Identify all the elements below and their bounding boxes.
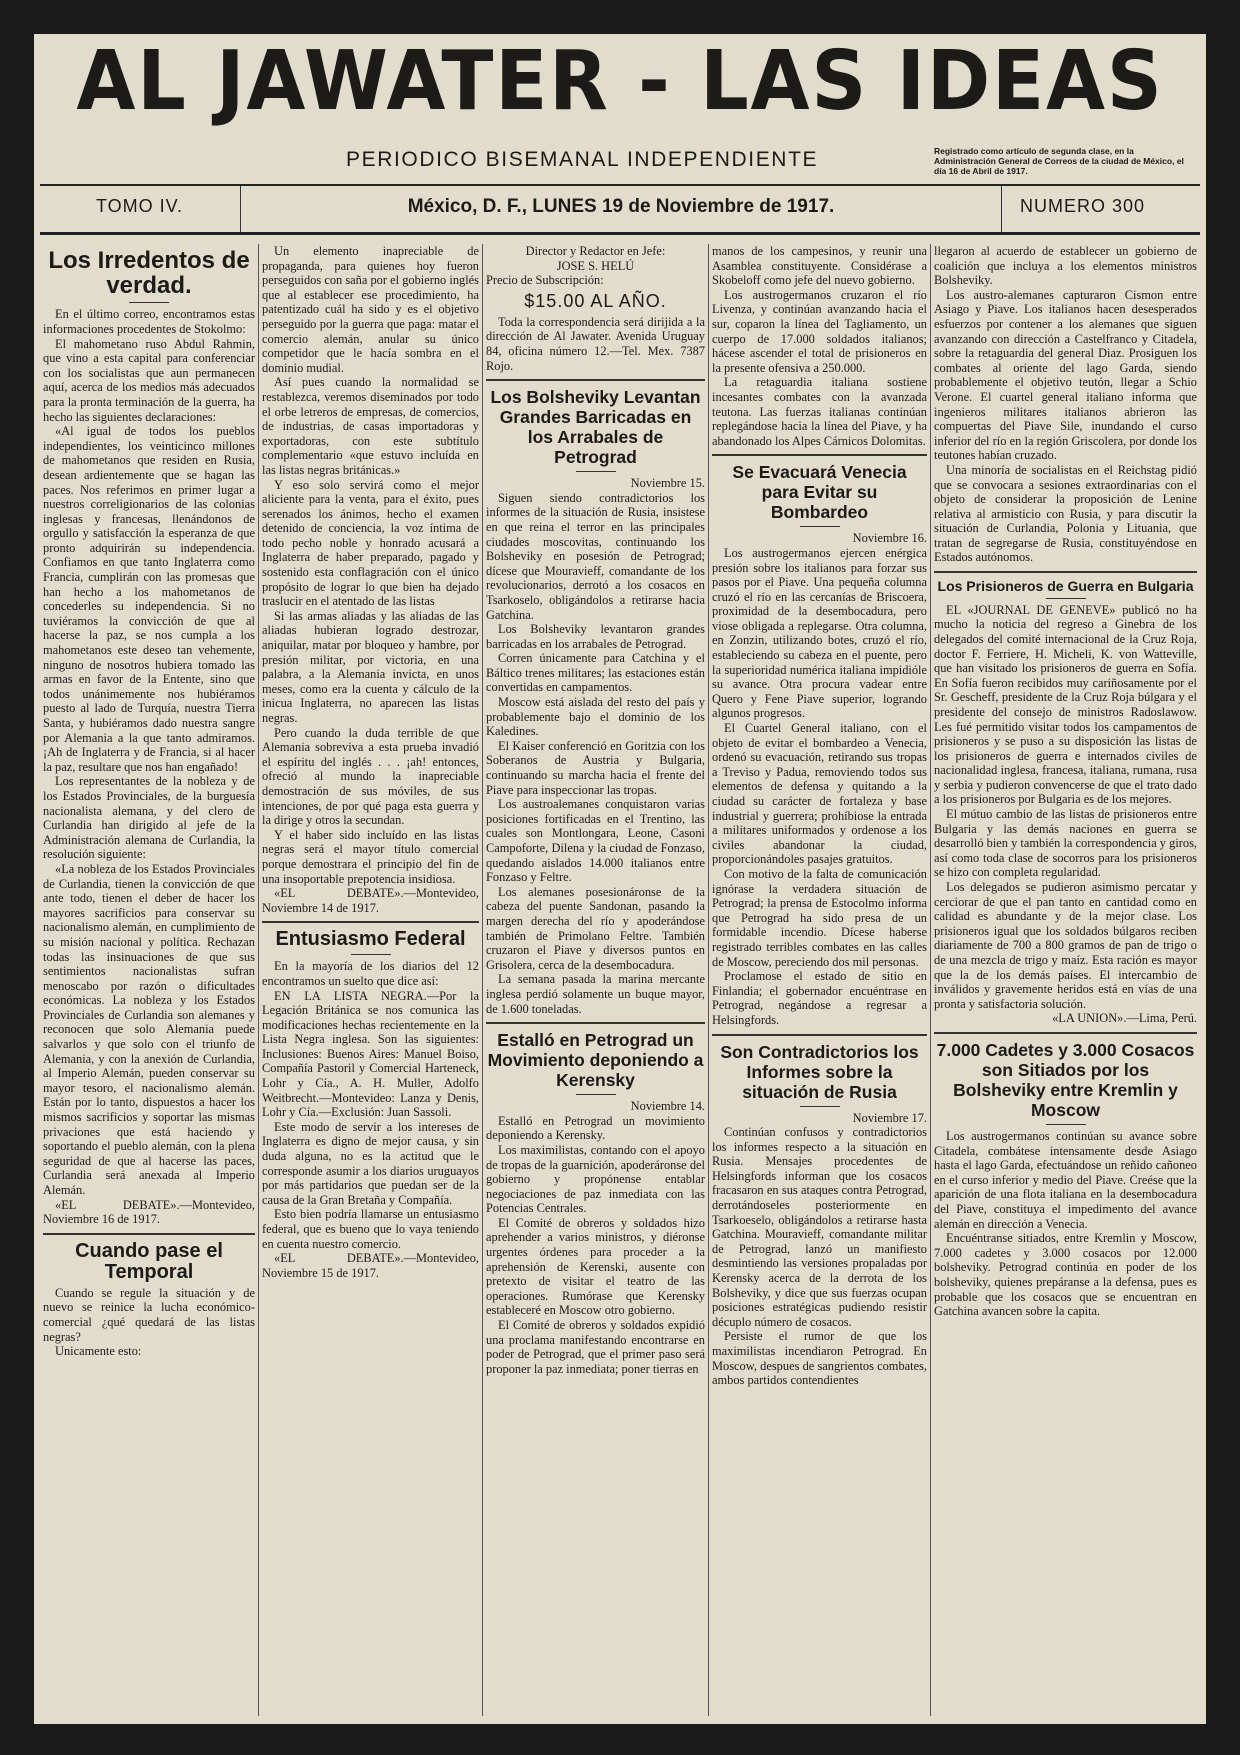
divider [262, 921, 479, 923]
divider [351, 954, 391, 955]
paragraph: Este modo de servir a los intereses de Inglaterra es digno de mejor causa, y sin duda alguna, no es la actitud que le corresponde asumir a los diarios uruguayos por más partidarios que puedan ser de la causa de la Gran Bretaña y Compañía. [262, 1119, 479, 1207]
paragraph: En la mayoría de los diarios del 12 encontramos un suelto que dice así: [262, 959, 479, 988]
volume-label: TOMO IV. [96, 196, 184, 216]
source-credit: «EL DEBATE».—Montevideo, Noviembre 14 de 1917. [262, 886, 479, 915]
paragraph: Los austro-alemanes capturaron Cismon entre Asiago y Piave. Los italianos hacen desesperados esfuerzos por contener a los alemanes que siguen avanzando con dirección a Castelfranco y Citadela, sobre la retaguardia del general Diaz. Prosiguen los combates al oriente del lago Garda, siendo probablemente el objetivo teutón, llegar a Schio Verone. El cuartel general italiano informa que ingenieros militares italianos abrieron las compuertas del Piave Sile, inundando el curso inferior del río en la región Griscolera, por donde los teutones habían cruzado. [934, 287, 1197, 463]
headline-venecia: Se Evacuará Venecia para Evitar su Bombardeo [732, 462, 907, 523]
paragraph: Los alemanes posesionáronse de la cabeza del puente Sandonan, pasando la margen derecha del río y apoderándose también de Primolano Feltre. También cruzaron el Piave y diversos puntos en Grisolera, cerca de la desembocadura. [486, 884, 705, 972]
issue-date: México, D. F., LUNES 19 de Noviembre de 1917. [407, 196, 835, 217]
headline-cadetes: 7.000 Cadetes y 3.000 Cosacos son Sitiados por los Bolsheviky entre Kremlin y Moscow [936, 1039, 1195, 1120]
divider [486, 379, 705, 381]
divider [800, 1106, 840, 1107]
divider [934, 1032, 1197, 1034]
paragraph: Los delegados se pudieron asimismo percatar y cerciorar de que el pan tanto en cantidad como en calidad es abundante y de la mejor clase. Los prisioneros igual que los soldados búlgaros reciben diariamente de 700 a 800 gramos de pan de trigo o de una mezcla de trigo y maíz. Esta ración es mayor que la de los demás países. El intercambio de inválidos y gravemente heridos está en vías de una pronta y satisfactoria solución. [934, 880, 1197, 1011]
paragraph: El mútuo cambio de las listas de prisioneros entre Bulgaria y las demás naciones en guerra se desarrolló bien y también la correspondencia y giros, así como toda clase de socorros para los prisioneros se hizo con completa regularidad. [934, 807, 1197, 880]
paragraph: Con motivo de la falta de comunicación ignórase la verdadera situación de Petrograd; la prensa de Estocolmo informa que Petrograd ha sido presa de un formidable incendio. Dícese haberse registrado terribles combates en las calles de Moscow, pereciendo dos mil personas. [712, 866, 927, 969]
paragraph: Los austrogermanos cruzaron el río Livenza, y continúan avanzando hacia el sur, coparon la línea del Tagliamento, un cuerpo de 17.000 soldados italianos; hácese ascender el total de prisioneros en la presente ofensiva a 250.000. [712, 287, 927, 375]
paragraph: Proclamose el estado de sitio en Finlandia; el gobernador encuéntrase en Petrograd, negándose a regresar a Helsingfords. [712, 969, 927, 1027]
paragraph: «Al igual de todos los pueblos independientes, los veinticinco millones de mahometanos que residen en Rusia, desean ardientemente que se hagan las paces. Nos referimos en primer lugar a nuestros correligionarios de las colonias inglesas y francesas, llenándonos de orgullo y satisfacción la esperanza de que pronto adquirirán su independencia. Confiamos en que tanto Inglaterra como Francia, cumplirán con las promesas que han hecho a los mahometanos de concederles su independencia. Si no tuviéramos la convicción de que al hacerse la paz, se nos cumpla a los mahometanos este deseo tan vehemente, ninguno de nosotros hubiera tomado las armas en favor de la Entente, sino que todos unánimemente nos hubiéramos puesto al lado de Turquía, nuestra Tierra Santa, y hubiéramos dado nuestra sangre por Alemania a la que tanto admiramos. ¡Ah de Inglaterra y de Francia, si al hacer la paz, resultare que nos han engañado! [43, 424, 255, 774]
newspaper-title: AL JAWATER - LAS IDEAS [76, 34, 1164, 129]
paragraph: La retaguardia italiana sostiene incesantes combates con la avanzada teutona. Las fuerzas italianas continúan replegándose hacia la línea del Piave, y ha abandonado los Alpes Cárnicos Dolomitas. [712, 375, 927, 448]
paragraph: Siguen siendo contradictorios los informes de la situación de Rusia, insistese en que reina el terror en las principales ciudades moscovitas, continuando los Bolsheviky en posesión de Petrograd; dícese que Mouravieff, comandante de los revolucionarios, derrotó a los cosacos en Tsarkoselo, obligándolos a retirarse hacia Gatchina. [486, 490, 705, 622]
divider [712, 1034, 927, 1036]
headline-prisioneros: Los Prisioneros de Guerra en Bulgaria [937, 578, 1194, 595]
paragraph: Encuéntranse sitiados, entre Kremlin y Moscow, 7.000 cadetes y 3.000 cosacos por 12.000 bolsheviky. Petrograd continúa en poder de los bolsheviky, quienes prepáranse a la defensa, pues es probable que los cosacos que se encuentran en Gatchina avancen sobre la capita. [934, 1231, 1197, 1319]
paragraph: Esto bien podría llamarse un entusiasmo federal, que es bueno que lo vaya teniendo en cuenta nuestro comercio. [262, 1207, 479, 1251]
paragraph: La semana pasada la marina mercante inglesa perdió solamente un buque mayor, de 1.600 toneladas. [486, 972, 705, 1016]
headline-contradictorios: Son Contradictorios los Informes sobre la situación de Rusia [720, 1041, 919, 1102]
dateline: Noviembre 17. [852, 1110, 927, 1125]
paragraph: llegaron al acuerdo de establecer un gobierno de coalición que incluya a los elementos ministros Bolsheviky. [934, 244, 1197, 288]
divider [486, 1022, 705, 1024]
headline-kerensky: Estalló en Petrograd un Movimiento deponiendo a Kerensky [487, 1030, 704, 1091]
paragraph: Los Bolsheviky levantaron grandes barricadas en los arrabales de Petrograd. [486, 622, 705, 651]
paragraph: Cuando se regule la situación y de nuevo se reinice la lucha económico-comercial ¿qué quedará de las listas negras? [43, 1285, 255, 1344]
paragraph: Los austroalemanes conquistaron varias posiciones fortificadas en el Trentino, las cuales son Montlongara, Leone, Casoni Campoforte, Dilena y la ciudad de Fonzaso, quedando aislados 14.000 italianos entre Fonzaso y Feltre. [486, 797, 705, 885]
paragraph: El Comité de obreros y soldados expidió una proclama manifestando encontrarse en poder de Petrograd, que el primer paso será proponer la paz inmediata; poner tierras en [486, 1318, 705, 1376]
paragraph: Una minoría de socialistas en el Reichstag pidió que se convocara a sesiones extraordinarias con el objeto de considerar la proposición de Lenine relativa al armisticio con Rusia, y para discutir la situación de Curlandia, Polonia y Lituania, que tratan de segregarse de Rusia, constituyéndose en Estados autónomos. [934, 462, 1197, 565]
dateline: Noviembre 14. [630, 1099, 705, 1114]
source-credit: «EL DEBATE».—Montevideo, Noviembre 16 de 1917. [43, 1197, 255, 1227]
paragraph: Y eso solo servirá como el mejor aliciente para la venta, para el éxito, pues serenados los ánimos, hecho el examen detenido de conciencia, la voz íntima de todo pecho noble y honrado acusará a Inglaterra de haber preparado, pagado y sostenido esta conflagración con el único propósito de lograr lo que bien ha dejado traslucir en el atentado de las listas [262, 477, 479, 609]
dateline: Noviembre 16. [852, 531, 927, 546]
director-label: Director y Redactor en Jefe: [525, 244, 666, 258]
paragraph: Unicamente esto: [55, 1344, 142, 1359]
paragraph: Los maximilistas, contando con el apoyo de tropas de la guarnición, apoderáronse del gobierno y propónense entablar negociaciones de paz inmediata con las Potencias Centrales. [486, 1142, 705, 1216]
paragraph: «La nobleza de los Estados Provinciales de Curlandia, tienen la convicción de que ante todo, tienen el deber de hacer los mayores sacrificios para conservar su nacionalismo alemán, en cumplimiento de su misión nacional y política. Rechazan todas las insinuaciones de que sus sentimientos nacionalistas sufran menoscabo por razón o dificultades económicas. La nobleza y los Estados Provinciales de Curlandia son alemanes y reconocen que solo Alemania puede salvarlos y que solo con el triunfo de Alemania, y con la anexión de Curlandia, al Imperio Alemán, pueden conservar su mayor tesoro, el nacionalismo alemán. Están por lo tanto, dispuestos a hacer los mismos sacrificios y soportar las mismas privaciones que está haciendo y soportando el pueblo alemán, con la plena seguridad de que al hacerse las paces, Curlandia será anexada al Imperio Alemán. [43, 861, 255, 1197]
issue-number: NUMERO 300 [1020, 196, 1146, 216]
paragraph: Y el haber sido incluído en las listas negras será el mayor título comercial porque demostrara el principio del fin de una insoportable prepotencia insidiosa. [262, 827, 479, 886]
registration-notice: Registrado como artículo de segunda clase, en la Administración General de Correos de la ciudad de México, el día 16 de Abril de 1917. [934, 146, 1184, 176]
column-5 [930, 244, 1200, 1716]
paragraph: Estalló en Petrograd un movimiento deponiendo a Kerensky. [486, 1113, 705, 1143]
paragraph: Los austrogermanos ejercen enérgica presión sobre los italianos para forzar sus pasos por el Piave. Una pequeña columna cruzó el río en las cercanías de Briscoera, proximidad de la desembocadura, pero viose obligada a replegarse. Otra columna, en Zonzin, utilizando botes, cruzó el río, estableciendo su cabeza en el puente, pero la superioridad numérica italiana impidióle su avance. Otra procura vadear entre Quero y Fene Piave superior, logrando algunos progresos. [712, 545, 927, 721]
divider [800, 526, 840, 527]
divider [576, 1094, 616, 1095]
divider [576, 471, 616, 472]
subscription-price: $15.00 AL AÑO. [524, 290, 667, 311]
paragraph: Los austrogermanos continúan su avance sobre Citadela, combátese intensamente desde Asiago hasta el lago Garda, efectuándose un reñido cañoneo en el curso inferior y medio del Piave. Creése que la aparición de una flota italiana en la desembocadura del Piave, constituya el impedimento del avance alemán en dirección a Venecia. [934, 1128, 1197, 1231]
paragraph: El Cuartel General italiano, con el objeto de evitar el bombardeo a Venecia, ordenó su evacuación, retirando sus tropas a Treviso y Padua, removiendo todos sus elementos de defensa y quitando a la ciudad su carácter de fortaleza y base industrial y guerrera; prohíbiose la entrada a militares uniformados y ordenose a los civiles abandonar la ciudad, proporcionándoles pasajes gratuitos. [712, 721, 927, 867]
column-1 [40, 244, 258, 1716]
paragraph: Continúan confusos y contradictorios los informes respecto a la situación en Rusia. Mensajes procedentes de Helsingfords informan que los cosacos fracasaron en sus ataques contra Petrograd, derrotándoseles posteriormente en Tsarkoeselo, obligándolos a retirarse hasta Gatchina. Mouravieff, comandante militar de Petrograd, lanzó un manifiesto desmintiendo las versiones propaladas por Kerensky acerca de la derrota de los Bolsheviky, y dice que sus fuerzas ocupan posiciones estratégicas pudiendo resistir décuplo número de cosacos. [712, 1125, 927, 1329]
column-2 [258, 244, 482, 1716]
director-name: JOSE S. HELÚ [556, 258, 635, 273]
paragraph: Un elemento inapreciable de propaganda, para quienes hoy fueron perseguidos con saña por el gobierno inglés que al establecer ese procedimiento, ha patentizado cuál ha sido y es el objetivo perseguido por la guerra que paga: matar el comercio alemán, anular su único competidor que le hacía sombra en el dominio mudial. [262, 244, 479, 375]
column-3 [482, 244, 708, 1716]
paragraph: EL «JOURNAL DE GENEVE» publicó no ha mucho la noticia del regreso a Ginebra de los delegados del comité internacional de la Cruz Roja, doctor F. Ferriere, H. Micheli, K. von Watteville, que han visitado los prisioneros de guerra en Sofía. En Sofía fueron recibidos muy cariñosamente por el Sr. Gescheff, presidente de la Cruz Roja búlgara y el presidente del consejo de ministros Radoslawow. Les fué permitido visitar todos los campamentos de prisioneros y se puso a su disposición las listas de los prisioneros de guerra e internados civiles de nacionalidad inglesa, francesa, italiana, rumana, rusa y serbia y pudieron convencerse de que el trato dado a los prisioneros por Bulgaria es de los mejores. [934, 602, 1197, 807]
paragraph: Moscow está aislada del resto del país y probablemente bajo el dominio de los Kaledines. [486, 695, 705, 739]
paragraph: Así pues cuando la normalidad se restablezca, veremos diseminados por todo el orbe letreros de empresas, de comercios, de industrias, de casas importadoras y exportadoras, con este subtítulo complementario «que estuvo incluída en las listas negras británicas.» [262, 375, 479, 477]
paragraph: manos de los campesinos, y reunir una Asamblea constituyente. Considérase a Skobeloff como jefe del nuevo gobierno. [712, 244, 927, 288]
date-cell [240, 186, 1002, 232]
paragraph: Si las armas aliadas y las aliadas de las aliadas hubieran logrado destrozar, aniquilar, matar por bloqueo y hambre, por presión militar, por victoria, en una palabra, a la Alemania invicta, en unos meses, como era la cuenta y cálculo de la inicua Inglaterra, no aparecen las listas negras. [262, 608, 479, 725]
newspaper-subtitle: PERIODICO BISEMANAL INDEPENDIENTE [346, 148, 819, 171]
headline-entusiasmo: Entusiasmo Federal [275, 928, 466, 951]
paragraph: El mahometano ruso Abdul Rahmin, que vino a esta capital para conferenciar con los socialistas que aun permanecen aquí, acerca de los medios más adecuados para la pronta terminación de la guerra, ha hecho las siguientes declaraciones: [43, 336, 255, 424]
divider [934, 571, 1197, 573]
divider [129, 302, 169, 303]
newspaper-page [34, 34, 1206, 1724]
paragraph: En el último correo, encontramos estas informaciones procedentes de Stokolmo: [43, 307, 255, 336]
paragraph: Corren únicamente para Catchina y el Báltico trenes militares; las estaciones están convertidas en campamentos. [486, 651, 705, 695]
paragraph: Persiste el rumor de que los maximilistas incendiaron Petrograd. En Moscow, despues de sangrientos combates, ambos partidos contendientes [712, 1329, 927, 1388]
divider [1046, 1124, 1086, 1125]
paragraph: El Kaiser conferenció en Goritzia con los Soberanos de Austria y Bulgaria, continuando su marcha hacia el frente del Piave para inspeccionar las tropas. [486, 738, 705, 797]
paragraph: Pero cuando la duda terrible de que Alemania sobreviva a esta prueba invadió el espíritu del inglés . . . ¡ah! entonces, ofreció al mundo la inapreciable demostración de sus móviles, de sus intenciones, de por qué paga esta guerra y la dirige y otros la secundan. [262, 725, 479, 828]
source-credit: «EL DEBATE».—Montevideo, Noviembre 15 de 1917. [262, 1251, 479, 1280]
price-label: Precio de Subscripción: [486, 273, 604, 288]
issue-info-bar [40, 184, 1200, 235]
headline-barricadas: Los Bolsheviky Levantan Grandes Barricadas en los Arrabales de Petrograd [490, 387, 701, 468]
paragraph: Los representantes de la nobleza y de los Estados Provinciales, de la burguesía nacionalista alemana, y del clero de Curlandia han dirigido al jefe de la Administración alemana de Curlandia, la resolución siguiente: [43, 774, 255, 862]
paragraph: EN LA LISTA NEGRA.—Por la Legación Británica se nos comunica las modificaciones hechas recientemente en la Lista Negra inglesa. Son las siguientes: Inclusiones: Buenos Aires: Manuel Boiso, Compañía Pastoril y Comercial Harteneck, Lohr y Cía., A. H. Muller, Adolfo Weitbrecht.—Montevideo: Lanza y Denis, Lohr y Cía.—Exclusión: Juan Sassoli. [262, 988, 479, 1120]
paragraph: El Comité de obreros y soldados hizo aprehender a varios ministros, y diéronse urgentes órdenes para proceder a la aprehensión de Kerenski, ausente con pretexto de visitar el teatro de las operaciones. Rumórase que Kerensky estableceré en Moscow otro gobierno. [486, 1215, 705, 1318]
source-credit: «LA UNION».—Lima, Perú. [1052, 1011, 1197, 1026]
divider [43, 1233, 255, 1235]
dateline: Noviembre 15. [630, 476, 705, 491]
headline-irredentos: Los Irredentos de verdad. [48, 247, 250, 300]
masthead [34, 34, 1206, 176]
divider [712, 454, 927, 456]
divider [1046, 598, 1086, 599]
headline-cuando-pase: Cuando pase el Temporal [75, 1239, 223, 1283]
address: Toda la correspondencia será dirijida a la dirección de Al Jawater. Avenida Uruguay 84, oficina número 12.—Tel. Mex. 7387 Rojo. [486, 314, 705, 373]
column-4 [708, 244, 930, 1716]
